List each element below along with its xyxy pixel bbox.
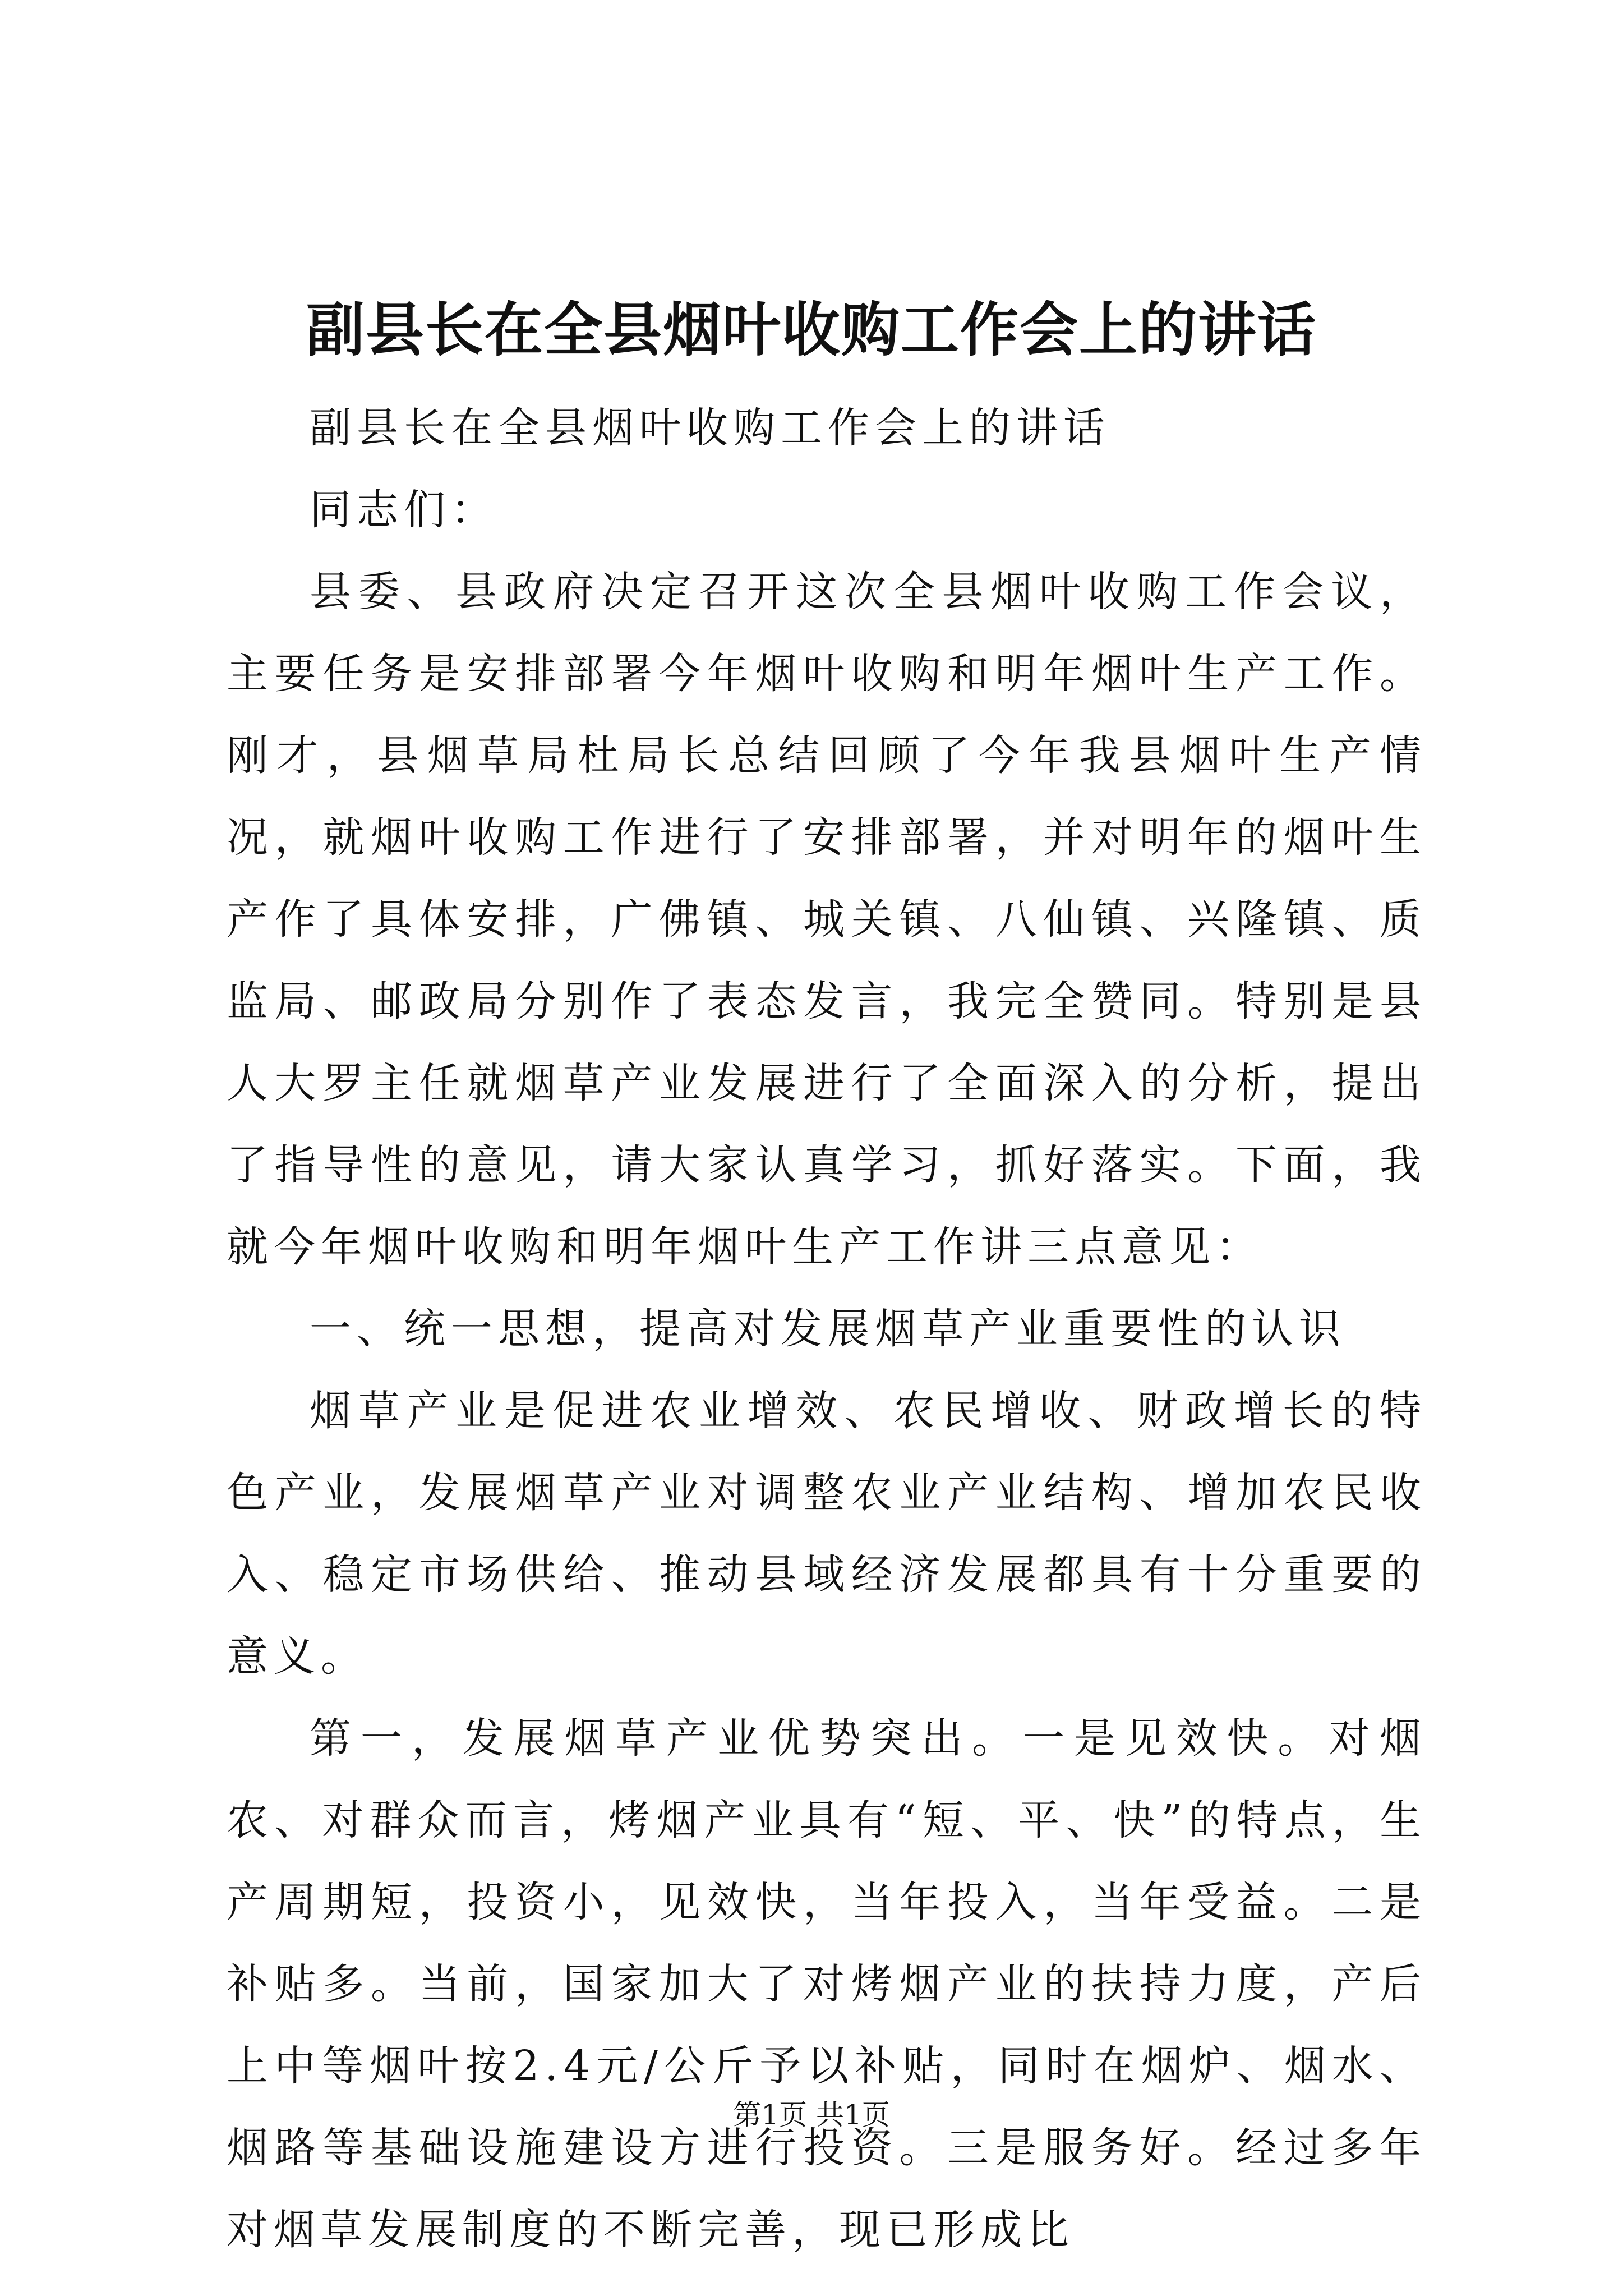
body-paragraph: 烟草产业是促进农业增效、农民增收、财政增长的特色产业，发展烟草产业对调整农业产业结构、增加农民收入、稳定市场供给、推动县域经济发展都具有十分重要的意义。 bbox=[227, 1387, 1427, 1681]
document-title: 副县长在全县烟叶收购工作会上的讲话 bbox=[306, 295, 1317, 364]
body-paragraph: 县委、县政府决定召开这次全县烟叶收购工作会议，主要任务是安排部署今年烟叶收购和明年烟叶生产工作。刚才，县烟草局杜局长总结回顾了今年我县烟叶生产情况，就烟叶收购工作进行了安排部署，并对明年的烟叶生产作了具体安排，广佛镇、城关镇、八仙镇、兴隆镇、质监局、邮政局分别作了表态发言，我完全赞同。特别是县人大罗主任就烟草产业发展进行了全面深入的分析，提出了指导性的意见，请大家认真学习，抓好落实。下面，我就今年烟叶收购和明年烟叶生产工作讲三点意见： bbox=[227, 568, 1427, 1271]
subtitle-paragraph: 副县长在全县烟叶收购工作会上的讲话 bbox=[310, 404, 1110, 452]
section-heading: 一、统一思想，提高对发展烟草产业重要性的认识 bbox=[310, 1305, 1346, 1353]
body-paragraph: 第一，发展烟草产业优势突出。一是见效快。对烟农、对群众而言，烤烟产业具有“短、平、快”的特点，生产周期短，投资小，见效快，当年投入，当年受益。二是补贴多。当前，国家加大了对烤烟产业的扶持力度，产后上中等烟叶按2.4元/公斤予以补贴，同时在烟炉、烟水、烟路等基础设施建设方进行投资。三是服务好。经过多年对烟草发展制度的不断完善，现已形成比 bbox=[227, 1714, 1427, 2254]
document-body bbox=[227, 387, 1427, 2271]
salutation-paragraph: 同志们： bbox=[310, 486, 498, 534]
page-footer: 第1页 共1页 bbox=[733, 2099, 890, 2131]
